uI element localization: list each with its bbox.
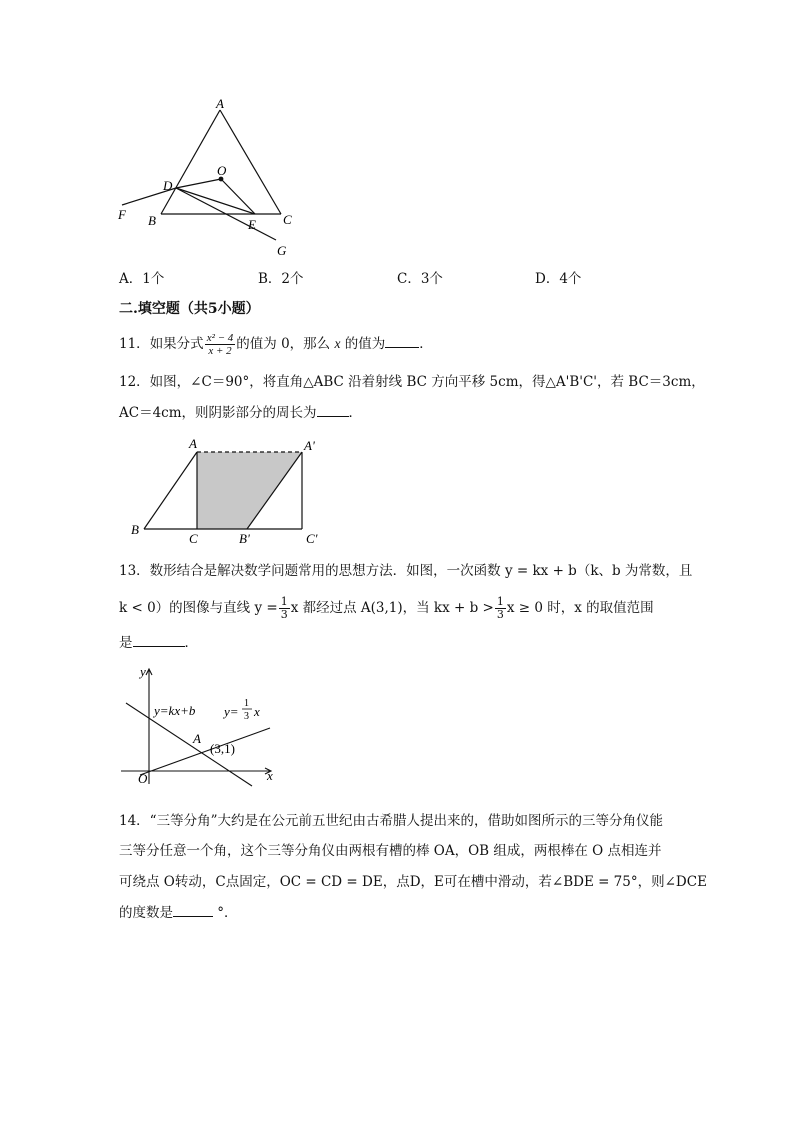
q11-frac-den: x + 2	[208, 345, 232, 357]
label-point-coord: (3,1)	[210, 741, 235, 756]
label-line-kx-plus-b: y=kx+b	[154, 703, 196, 718]
q14-answer-blank[interactable]	[173, 904, 213, 917]
label-origin: O	[138, 771, 148, 786]
q11-prefix: 如果分式	[149, 336, 204, 352]
label-C: C	[283, 212, 292, 227]
q14-line3: 可绕点 O转动，C点固定，OC = CD = DE，点D，E可在槽中滑动，若∠BDE = 75°，则∠DCE	[119, 874, 707, 890]
label-G: G	[277, 243, 287, 258]
q14-line1: 14．“三等分角”大约是在公元前五世纪由古希腊人提出来的，借助如图所示的三等分角仪能	[119, 813, 663, 829]
question-11	[119, 332, 433, 357]
label-y-axis: y	[140, 664, 146, 679]
q14-end: °．	[217, 905, 238, 921]
q13-line3-text: 是	[119, 635, 133, 651]
q12-answer-blank[interactable]	[317, 404, 349, 417]
line-third-x	[140, 728, 270, 775]
figure-q10	[110, 95, 310, 260]
segment-AB	[144, 452, 197, 529]
q13-line2-c: x ≥ 0 时，x 的取值范围	[506, 600, 654, 616]
q13-fraction-1	[279, 596, 290, 621]
label-C-prime: C'	[306, 531, 318, 546]
option-c: C．3个	[397, 271, 443, 287]
q11-middle: 的值为 0，那么	[236, 336, 331, 352]
label-line-third-x-suffix: x	[254, 704, 260, 719]
label-C: C	[189, 531, 198, 546]
segment-AC	[220, 110, 281, 214]
q13-line3	[119, 634, 198, 652]
label-line-third-x-den: 3	[244, 711, 249, 722]
label-B: B	[148, 213, 156, 228]
label-B-prime: B'	[239, 531, 250, 546]
q11-end: ．	[419, 336, 433, 352]
q14-line2: 三等分任意一个角，这个三等分角仪由两根有槽的棒 OA，OB 组成，两根棒在 O 点相连并	[119, 843, 662, 859]
segment-DO	[176, 179, 221, 188]
label-F: F	[118, 207, 126, 222]
shaded-region	[197, 452, 302, 529]
q13-end: ．	[184, 635, 198, 651]
q11-var: x	[334, 336, 341, 351]
label-B: B	[131, 522, 139, 537]
q13-answer-blank[interactable]	[133, 634, 185, 647]
q13-line1: 13．数形结合是解决数学问题常用的思想方法．如图，一次函数 y = kx + b（k、b 为常数，且	[119, 563, 693, 579]
q11-suffix: 的值为	[344, 336, 386, 352]
segment-AB	[161, 110, 220, 214]
q13-frac2-num: 1	[496, 595, 504, 608]
q13-line2	[119, 596, 654, 621]
figure-q13	[118, 662, 288, 792]
label-point-A: A	[193, 731, 201, 746]
q13-line2-a: k < 0）的图像与直线 y =	[119, 600, 278, 616]
q13-fraction-2	[495, 596, 506, 621]
q14-line4	[119, 904, 238, 922]
q13-frac1-num: 1	[280, 595, 288, 608]
q11-frac-num: x² − 4	[206, 332, 234, 344]
q12-line2	[119, 404, 362, 422]
label-O: O	[217, 163, 227, 178]
q12-end: ．	[348, 405, 363, 421]
q13-line2-b: x 都经过点 A(3,1)，当 kx + b >	[290, 600, 494, 616]
label-A-prime: A'	[304, 438, 315, 453]
label-x-axis: x	[267, 768, 273, 783]
q13-frac1-den: 3	[280, 608, 288, 621]
label-E: E	[248, 217, 256, 232]
figure-q12	[128, 435, 328, 547]
q12-line2-text: AC＝4cm，则阴影部分的周长为	[119, 405, 317, 421]
label-line-third-x-num: 1	[244, 698, 249, 709]
q13-frac2-den: 3	[496, 608, 504, 621]
option-d: D．4个	[535, 271, 582, 287]
q12-line1: 12．如图，∠C＝90°，将直角△ABC 沿着射线 BC 方向平移 5cm，得△A'B'C'，若 BC＝3cm，	[119, 374, 705, 390]
label-line-third-x-prefix: y=	[224, 704, 239, 719]
label-D: D	[163, 178, 173, 193]
q11-number: 11．	[119, 336, 150, 352]
q11-answer-blank[interactable]	[385, 335, 419, 348]
q11-fraction	[205, 332, 236, 357]
label-A: A	[189, 436, 197, 451]
option-b: B．2个	[258, 271, 304, 287]
label-A: A	[216, 96, 224, 111]
q14-line4-text: 的度数是	[119, 905, 173, 921]
option-a: A．1个	[119, 271, 165, 287]
section-title: 二.填空题（共5小题）	[119, 301, 260, 317]
